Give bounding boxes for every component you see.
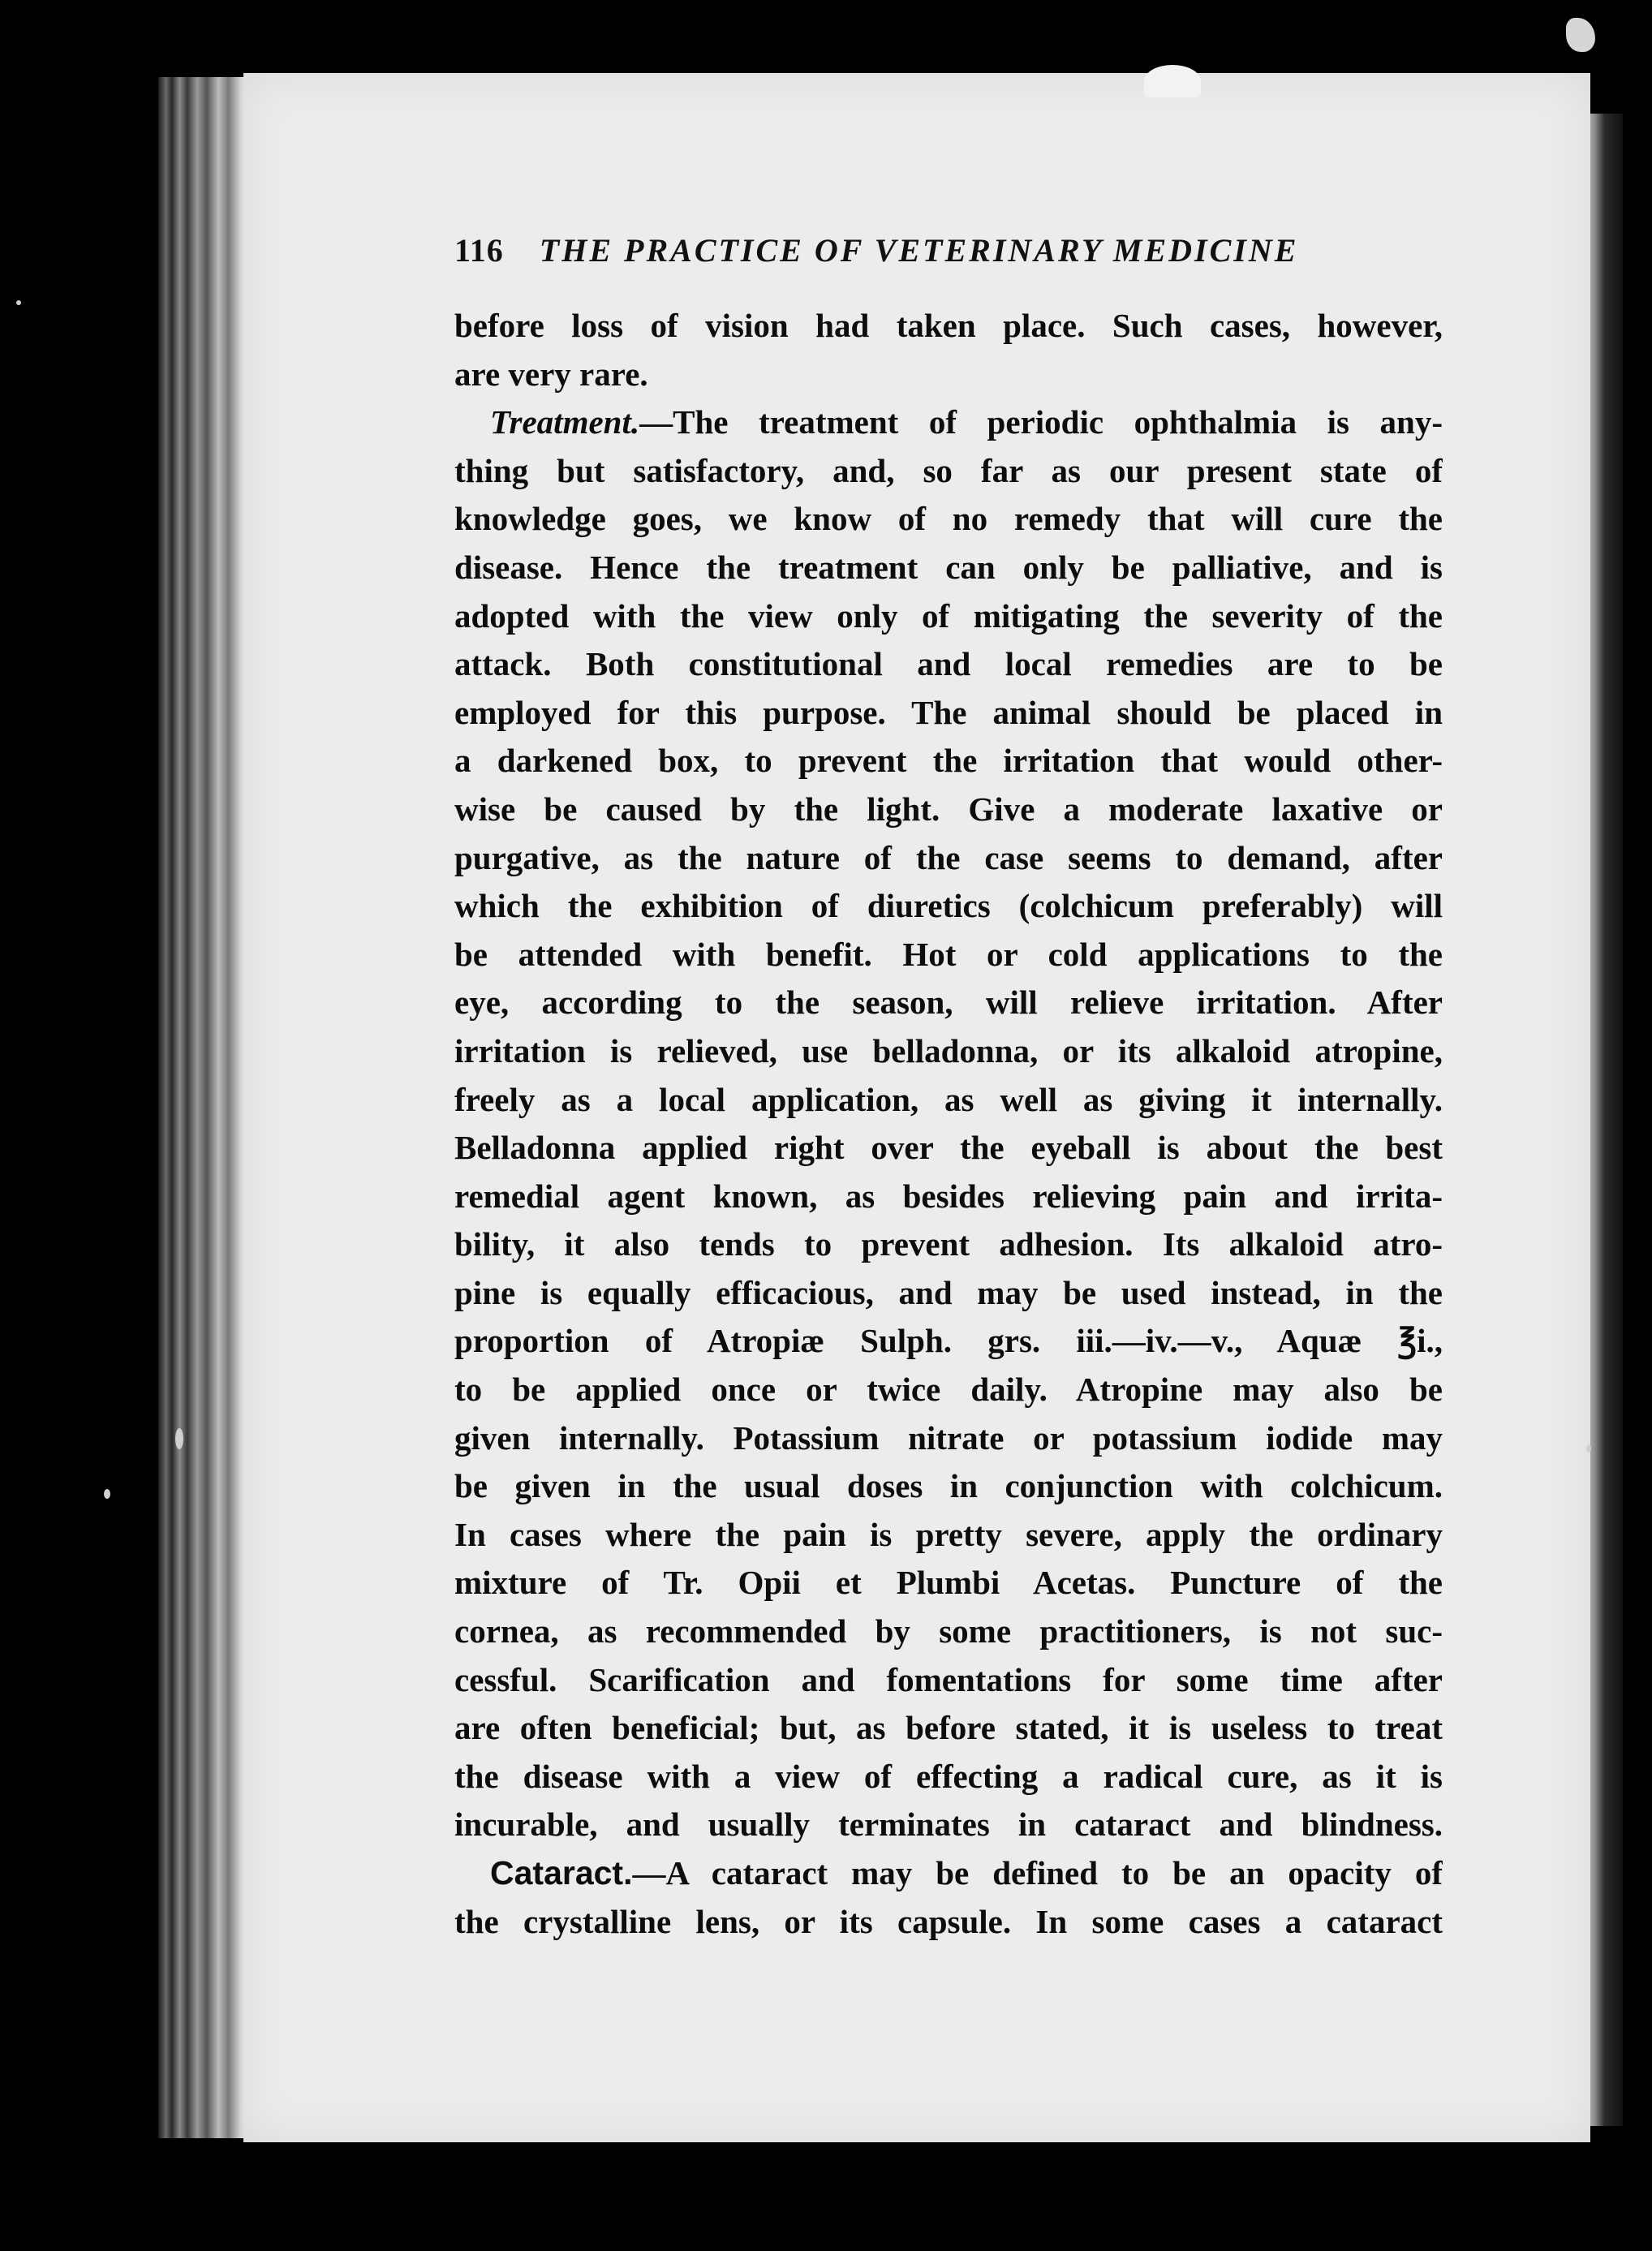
text-line	[454, 1462, 1443, 1511]
running-title: THE PRACTICE OF VETERINARY MEDICINE	[539, 232, 1299, 269]
top-tear-mark	[1144, 65, 1201, 97]
page-binding-edge	[158, 77, 256, 2138]
text-line	[454, 1801, 1443, 1849]
line-text: thing but satisfactory, and, so far as our present state of	[454, 451, 1443, 489]
text-line	[454, 979, 1443, 1027]
line-text: are often beneficial; but, as before stated, it is useless to treat	[454, 1709, 1443, 1747]
text-line	[454, 1027, 1443, 1076]
text-line	[454, 834, 1443, 883]
text-line	[454, 1511, 1443, 1560]
text-line	[454, 785, 1443, 834]
line-text: disease. Hence the treatment can only be palliative, and is	[454, 548, 1443, 586]
line-text: purgative, as the nature of the case seems to demand, after	[454, 838, 1443, 876]
section-heading: Cataract.	[490, 1854, 633, 1892]
line-text: incurable, and usually terminates in cataract and blindness.	[454, 1806, 1443, 1844]
line-text: are very rare.	[454, 355, 648, 393]
text-line	[454, 882, 1443, 931]
text-line	[454, 1704, 1443, 1753]
line-text: eye, according to the season, will relieve irritation. After	[454, 983, 1443, 1022]
text-line	[454, 592, 1443, 641]
line-text: the crystalline lens, or its capsule. In some cases a cataract	[454, 1902, 1443, 1940]
text-line	[454, 1656, 1443, 1705]
line-text: attack. Both constitutional and local remedies are to be	[454, 645, 1443, 683]
corner-scan-mark	[1566, 18, 1595, 52]
text-line	[454, 689, 1443, 738]
text-line	[454, 1173, 1443, 1221]
body-text	[454, 302, 1443, 1946]
line-text: irritation is relieved, use belladonna, or its alkaloid atropine,	[454, 1031, 1443, 1070]
text-line	[454, 1753, 1443, 1801]
line-text: remedial agent known, as besides relieving pain and irrita-	[454, 1177, 1443, 1215]
margin-speck	[104, 1489, 110, 1499]
text-line	[454, 447, 1443, 496]
text-line	[454, 495, 1443, 544]
text-line	[454, 351, 1443, 399]
line-text: cessful. Scarification and fomentations for some time after	[454, 1660, 1443, 1698]
margin-speck	[175, 1428, 183, 1449]
margin-speck	[16, 300, 21, 305]
line-text: the disease with a view of effecting a radical cure, as it is	[454, 1757, 1443, 1795]
margin-speck	[1586, 1444, 1591, 1453]
line-text: proportion of Atropiæ Sulph. grs. iii.—iv.—v., Aquæ ℥i.,	[454, 1322, 1443, 1360]
line-text: freely as a local application, as well as giving it internally.	[454, 1080, 1443, 1118]
line-text: be given in the usual doses in conjunction with colchicum.	[454, 1467, 1443, 1505]
text-line	[454, 1366, 1443, 1414]
text-line	[454, 544, 1443, 592]
line-text: given internally. Potassium nitrate or potassium iodide may	[454, 1418, 1443, 1457]
line-text: —The treatment of periodic ophthalmia is any-	[639, 403, 1443, 441]
line-text: wise be caused by the light. Give a moderate laxative or	[454, 790, 1443, 828]
text-line	[454, 1317, 1443, 1366]
line-text: Belladonna applied right over the eyeball is about the best	[454, 1129, 1443, 1167]
text-line	[454, 1220, 1443, 1269]
line-text: to be applied once or twice daily. Atropine may also be	[454, 1371, 1443, 1409]
section-heading: Treatment.	[490, 403, 640, 441]
line-text: a darkened box, to prevent the irritation that would other-	[454, 742, 1443, 780]
line-text: mixture of Tr. Opii et Plumbi Acetas. Puncture of the	[454, 1564, 1443, 1602]
line-text: —A cataract may be defined to be an opacity of	[632, 1854, 1443, 1892]
line-text: In cases where the pain is pretty severe, apply the ordinary	[454, 1515, 1443, 1553]
page-number: 116	[454, 232, 504, 269]
text-line	[454, 1124, 1443, 1173]
text-line	[454, 1608, 1443, 1656]
line-text: knowledge goes, we know of no remedy that will cure the	[454, 500, 1443, 538]
line-text: bility, it also tends to prevent adhesion. Its alkaloid atro-	[454, 1225, 1443, 1263]
text-line	[454, 931, 1443, 979]
line-text: cornea, as recommended by some practitioners, is not suc-	[454, 1612, 1443, 1651]
line-text: adopted with the view only of mitigating the severity of the	[454, 596, 1443, 635]
line-text: be attended with benefit. Hot or cold applications to the	[454, 935, 1443, 973]
line-text: before loss of vision had taken place. Such cases, however,	[454, 307, 1443, 344]
text-line	[454, 737, 1443, 785]
text-line	[454, 1849, 1443, 1898]
line-text: which the exhibition of diuretics (colchicum preferably) will	[454, 887, 1443, 925]
text-line	[454, 640, 1443, 689]
text-line	[454, 1269, 1443, 1318]
text-line	[454, 1076, 1443, 1125]
text-line	[454, 1898, 1443, 1947]
line-text: pine is equally efficacious, and may be used instead, in the	[454, 1273, 1443, 1311]
line-text: employed for this purpose. The animal should be placed in	[454, 693, 1443, 731]
text-line	[454, 302, 1443, 351]
text-line	[454, 398, 1443, 447]
running-header	[454, 231, 1347, 280]
text-line	[454, 1414, 1443, 1463]
text-line	[454, 1559, 1443, 1608]
